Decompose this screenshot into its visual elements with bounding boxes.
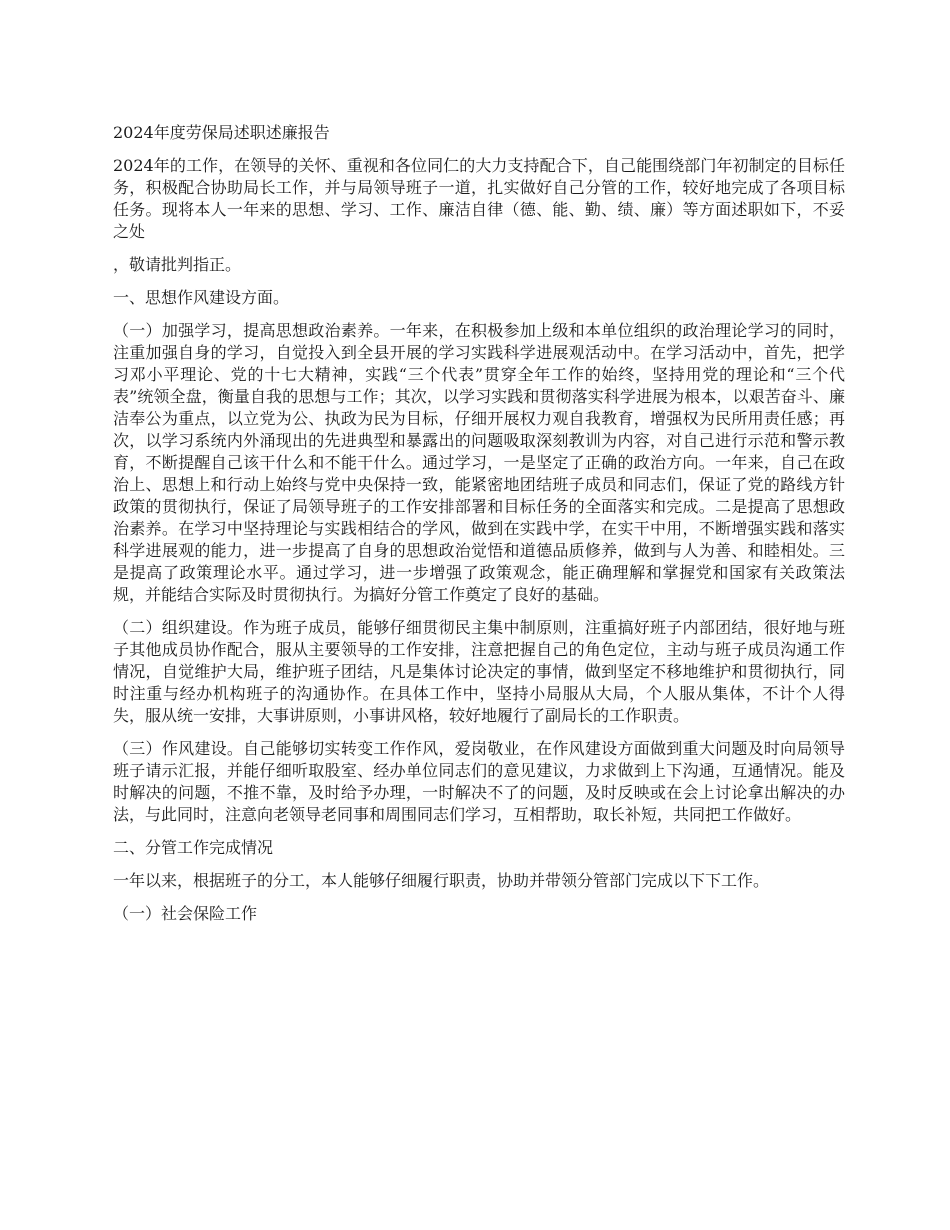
intro-paragraph: 2024年的工作，在领导的关怀、重视和各位同仁的大力支持配合下，自己能围绕部门年初制定的目标任务，积极配合协助局长工作，并与局领导班子一道，扎实做好自己分管的工作，较好地完成了各项目标任务。现将本人一年来的思想、学习、工作、廉洁自律（德、能、勤、绩、廉）等方面述职如下，不妥之处 [113, 156, 845, 241]
subsection-2-paragraph: （二）组织建设。作为班子成员，能够仔细贯彻民主集中制原则，注重搞好班子内部团结，很好地与班子其他成员协作配合，服从主要领导的工作安排，注意把握自己的角色定位，主动与班子成员沟通工作情况，自觉维护大局，维护班子团结，凡是集体讨论决定的事情，做到坚定不移地维护和贯彻执行，同时注重与经办机构班子的沟通协作。在具体工作中，坚持小局服从大局，个人服从集体，不计个人得失，服从统一安排，大事讲原则，小事讲风格，较好地履行了副局长的工作职责。 [113, 618, 845, 725]
document-title: 2024年度劳保局述职述廉报告 [113, 123, 330, 142]
section-heading-2: 二、分管工作完成情况 [113, 838, 274, 857]
intro-paragraph-continuation: ，敬请批判指正。 [113, 255, 242, 274]
section-2-intro-paragraph: 一年以来，根据班子的分工，本人能够仔细履行职责，协助并带领分管部门完成以下下工作。 [113, 871, 770, 890]
document-page [113, 122, 845, 936]
section-heading-1: 一、思想作风建设方面。 [113, 288, 290, 307]
subsection-heading-social-insurance: （一）社会保险工作 [113, 904, 258, 923]
subsection-3-paragraph: （三）作风建设。自己能够切实转变工作作风，爱岗敬业，在作风建设方面做到重大问题及时向局领导班子请示汇报，并能仔细听取股室、经办单位同志们的意见建议，力求做到上下沟通，互通情况。能及时解决的问题，不推不靠，及时给予办理，一时解决不了的问题，及时反映或在会上讨论拿出解决的办法，与此同时，注意向老领导老同事和周围同志们学习，互相帮助，取长补短，共同把工作做好。 [113, 739, 845, 824]
subsection-1-paragraph: （一）加强学习，提高思想政治素养。一年来，在积极参加上级和本单位组织的政治理论学习的同时，注重加强自身的学习，自觉投入到全县开展的学习实践科学进展观活动中。在学习活动中，首先，把学习邓小平理论、党的十七大精神，实践“三个代表”贯穿全年工作的始终，坚持用党的理论和“三个代表”统领全盘，衡量自我的思想与工作；其次，以学习实践和贯彻落实科学进展为根本，以艰苦奋斗、廉洁奉公为重点，以立党为公、执政为民为目标，仔细开展权力观自我教育，增强权为民所用责任感；再次，以学习系统内外涌现出的先进典型和暴露出的问题吸取深刻教训为内容，对自己进行示范和警示教育，不断提醒自己该干什么和不能干什么。通过学习，一是坚定了正确的政治方向。一年来，自己在政治上、思想上和行动上始终与党中央保持一致，能紧密地团结班子成员和同志们，保证了党的路线方针政策的贯彻执行，保证了局领导班子的工作安排部署和目标任务的全面落实和完成。二是提高了思想政治素养。在学习中坚持理论与实践相结合的学风，做到在实践中学，在实干中用，不断增强实践和落实科学进展观的能力，进一步提高了自身的思想政治觉悟和道德品质修养，做到与人为善、和睦相处。三是提高了政策理论水平。通过学习，进一步增强了政策观念，能正确理解和掌握党和国家有关政策法规，并能结合实际及时贯彻执行。为搞好分管工作奠定了良好的基础。 [113, 321, 845, 604]
